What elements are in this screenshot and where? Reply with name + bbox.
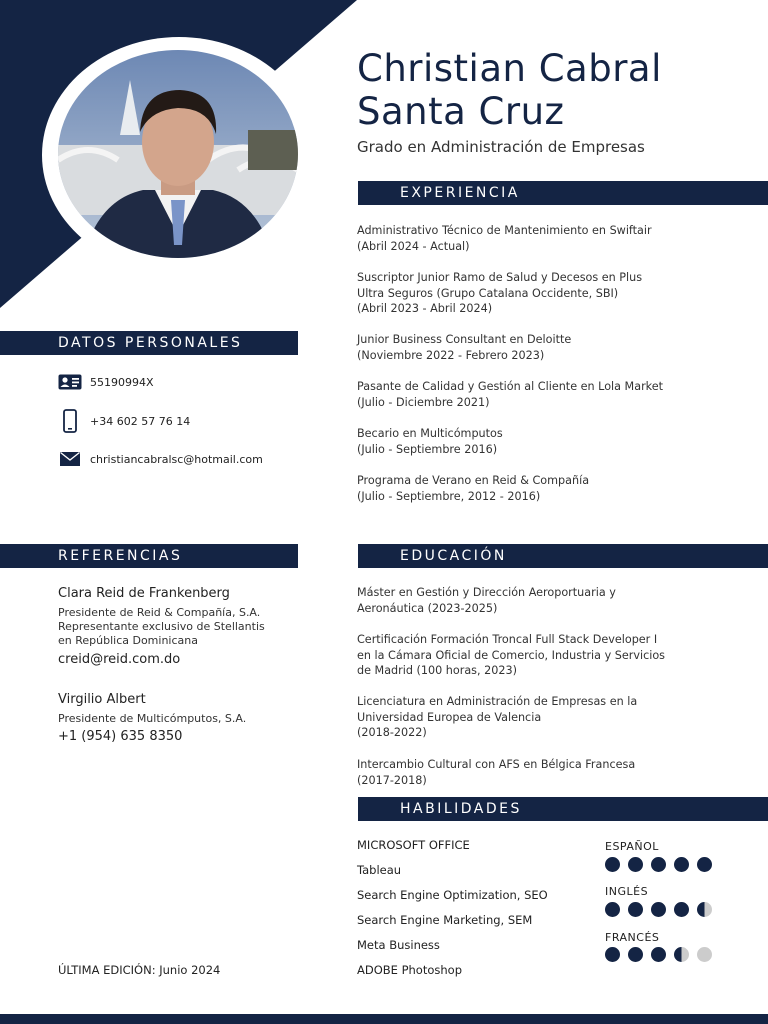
profile-photo — [58, 50, 298, 258]
language-name: INGLÉS — [605, 885, 649, 898]
contact-phone — [58, 409, 190, 433]
phone-icon — [58, 409, 82, 433]
skill-item: Search Engine Marketing, SEM — [357, 913, 533, 927]
experience-item: Programa de Verano en Reid & Compañía (Julio - Septiembre, 2012 - 2016) — [357, 474, 590, 503]
section-header-educacion: EDUCACIÓN — [358, 544, 768, 568]
level-dot — [628, 947, 643, 962]
name-line-2: Santa Cruz — [357, 90, 565, 133]
section-header-experiencia: EXPERIENCIA — [358, 181, 768, 205]
id-card-icon — [58, 374, 82, 390]
level-dot — [651, 902, 666, 917]
level-dot — [605, 902, 620, 917]
skill-item: MICROSOFT OFFICE — [357, 838, 470, 852]
section-header-datos-personales: DATOS PERSONALES — [0, 331, 298, 355]
level-dot — [651, 857, 666, 872]
level-dot — [697, 947, 712, 962]
skill-item: Search Engine Optimization, SEO — [357, 888, 548, 902]
level-dot — [674, 857, 689, 872]
section-header-referencias: REFERENCIAS — [0, 544, 298, 568]
education-item: Intercambio Cultural con AFS en Bélgica Francesa (2017-2018) — [357, 758, 636, 787]
phone-number[interactable]: +34 602 57 76 14 — [90, 414, 191, 428]
education-item: Certificación Formación Troncal Full Stack Developer I en la Cámara Oficial de Comercio, Industria y Servicios de Madrid (100 horas, 2023) — [357, 633, 666, 678]
contact-email — [58, 452, 263, 466]
level-dot — [697, 857, 712, 872]
language-level — [605, 947, 712, 962]
section-header-habilidades: HABILIDADES — [358, 797, 768, 821]
reference-role: Presidente de Reid & Compañía, S.A. Representante exclusivo de Stellantis en República Dominicana — [58, 606, 265, 647]
reference-name: Virgilio Albert — [58, 692, 146, 707]
level-dot — [651, 947, 666, 962]
language-level — [605, 857, 712, 872]
experience-item: Becario en Multicómputos (Julio - Septiembre 2016) — [357, 427, 503, 456]
email-address[interactable]: christiancabralsc@hotmail.com — [90, 452, 263, 466]
reference-role: Presidente de Multicómputos, S.A. — [58, 712, 247, 725]
contact-id — [58, 374, 154, 390]
education-item: Licenciatura en Administración de Empresas en la Universidad Europea de Valencia (2018-2022) — [357, 695, 638, 740]
reference-email[interactable]: creid@reid.com.do — [58, 652, 181, 667]
experience-item: Administrativo Técnico de Mantenimiento en Swiftair (Abril 2024 - Actual) — [357, 224, 652, 253]
mail-icon — [58, 452, 82, 466]
language-name: FRANCÉS — [605, 931, 660, 944]
name-line-1: Christian Cabral — [357, 47, 662, 90]
level-dot — [697, 902, 712, 917]
level-dot — [605, 947, 620, 962]
reference-phone[interactable]: +1 (954) 635 8350 — [58, 729, 183, 744]
footer-band — [0, 1014, 768, 1024]
experience-item: Pasante de Calidad y Gestión al Cliente en Lola Market (Julio - Diciembre 2021) — [357, 380, 664, 409]
last-edited-note: ÚLTIMA EDICIÓN: Junio 2024 — [58, 963, 221, 977]
level-dot — [628, 857, 643, 872]
candidate-title: Grado en Administración de Empresas — [357, 138, 645, 156]
reference-name: Clara Reid de Frankenberg — [58, 586, 230, 601]
skill-item: ADOBE Photoshop — [357, 963, 463, 977]
education-item: Máster en Gestión y Dirección Aeroportuaria y Aeronáutica (2023-2025) — [357, 586, 616, 615]
skill-item: Meta Business — [357, 938, 440, 952]
candidate-name — [357, 47, 757, 133]
id-number: 55190994X — [90, 375, 154, 389]
language-name: ESPAÑOL — [605, 840, 659, 853]
skill-item: Tableau — [357, 863, 402, 877]
level-dot — [674, 902, 689, 917]
language-level — [605, 902, 712, 917]
experience-item: Junior Business Consultant en Deloitte (Noviembre 2022 - Febrero 2023) — [357, 333, 572, 362]
level-dot — [674, 947, 689, 962]
level-dot — [628, 902, 643, 917]
level-dot — [605, 857, 620, 872]
experience-item: Suscriptor Junior Ramo de Salud y Decesos en Plus Ultra Seguros (Grupo Catalana Occidente, SBI) (Abril 2023 - Abril 2024) — [357, 271, 643, 316]
